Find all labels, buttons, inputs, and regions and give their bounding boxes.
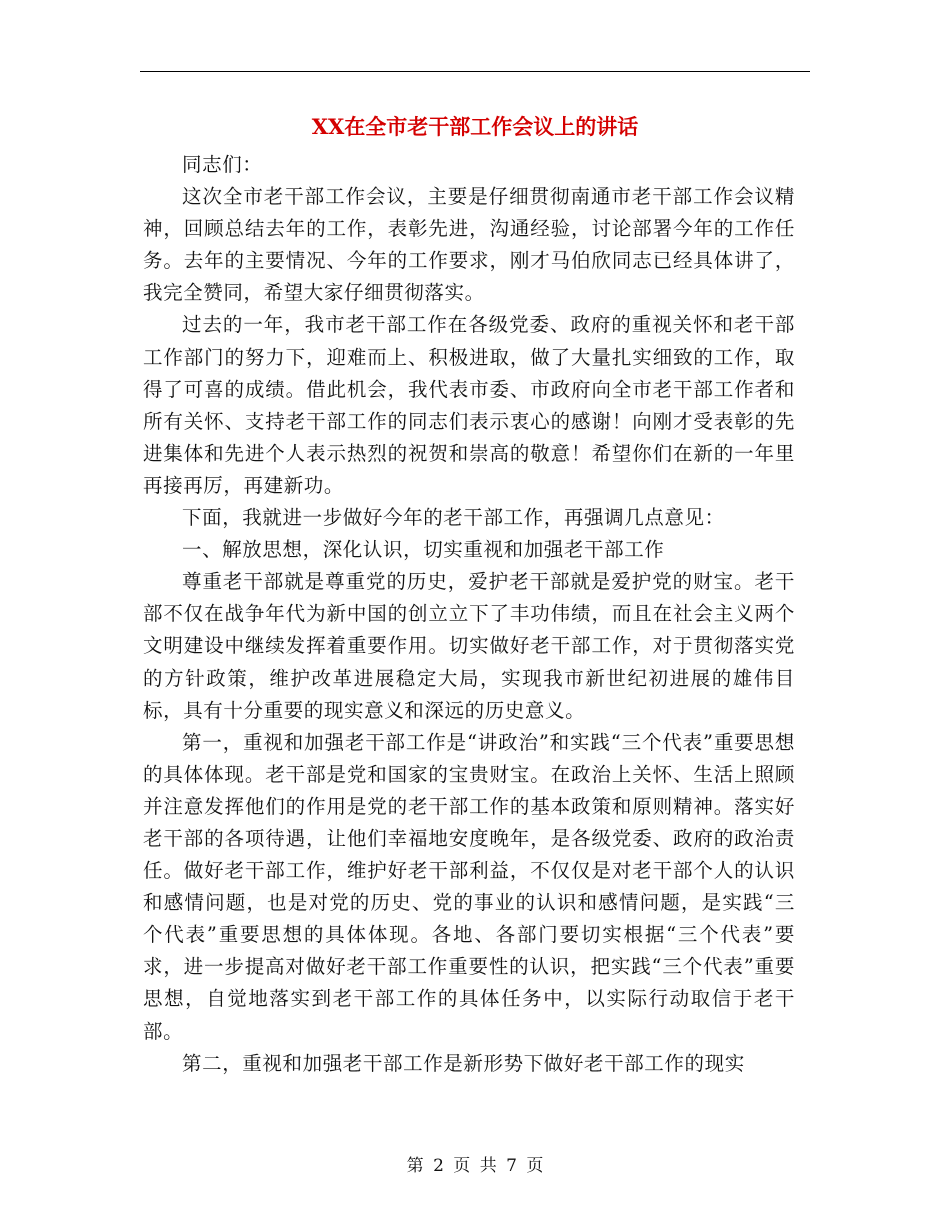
paragraph: 下面，我就进一步做好今年的老干部工作，再强调几点意见： <box>182 506 725 530</box>
paragraph: 尊重老干部就是尊重党的历史，爱护老干部就是爱护党的财宝。老干部不仅在战争年代为新中国的创立立下了丰功伟绩，而且在社会主义两个文明建设中继续发挥着重要作用。切实做好老干部工作，对于贯彻落实党的方针政策，维护改革进展稳定大局，实现我市新世纪初进展的雄伟目标，具有十分重要的现实意义和深远的历史意义。 <box>143 570 795 722</box>
page-number-footer: 第 2 页 共 7 页 <box>406 1156 544 1176</box>
document-title: XX在全市老干部工作会议上的讲话 <box>311 114 639 139</box>
paragraph: 第二，重视和加强老干部工作是新形势下做好老干部工作的现实 <box>182 1051 745 1075</box>
paragraph: 第一，重视和加强老干部工作是“讲政治”和实践“三个代表”重要思想的具体体现。老干部是党和国家的宝贵财宝。在政治上关怀、生活上照顾并注意发挥他们的作用是党的老干部工作的基本政策和原则精神。落实好老干部的各项待遇，让他们幸福地安度晚年，是各级党委、政府的政治责任。做好老干部工作，维护好老干部利益，不仅仅是对老干部个人的认识和感情问题，也是对党的历史、党的事业的认识和感情问题，是实践“三个代表”重要思想的具体体现。各地、各部门要切实根据“三个代表”要求，进一步提高对做好老干部工作重要性的认识，把实践“三个代表”重要思想，自觉地落实到老干部工作的具体任务中，以实际行动取信于老干部。 <box>143 730 795 1043</box>
paragraph: 这次全市老干部工作会议，主要是仔细贯彻南通市老干部工作会议精神，回顾总结去年的工作，表彰先进，沟通经验，讨论部署今年的工作任务。去年的主要情况、今年的工作要求，刚才马伯欣同志已经具体讲了，我完全赞同，希望大家仔细贯彻落实。 <box>143 185 795 305</box>
header-rule <box>140 71 810 72</box>
paragraph-salutation: 同志们： <box>182 153 263 176</box>
paragraph: 过去的一年，我市老干部工作在各级党委、政府的重视关怀和老干部工作部门的努力下，迎难而上、积极进取，做了大量扎实细致的工作，取得了可喜的成绩。借此机会，我代表市委、市政府向全市老干部工作者和所有关怀、支持老干部工作的同志们表示衷心的感谢！向刚才受表彰的先进集体和先进个人表示热烈的祝贺和崇高的敬意！希望你们在新的一年里再接再厉，再建新功。 <box>143 313 795 497</box>
document-body <box>143 149 795 1080</box>
section-heading: 一、解放思想，深化认识，切实重视和加强老干部工作 <box>182 538 665 562</box>
